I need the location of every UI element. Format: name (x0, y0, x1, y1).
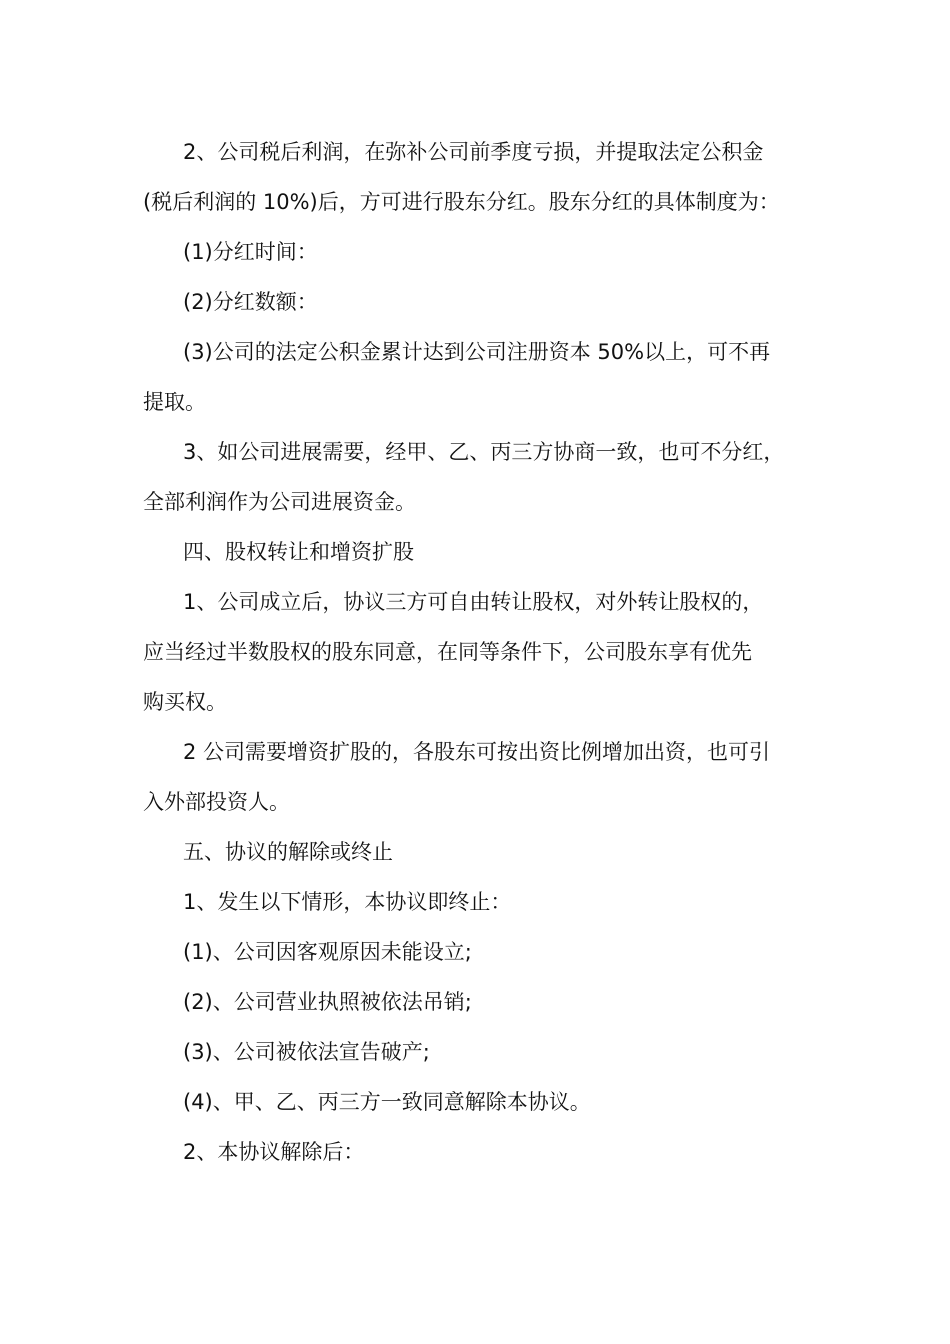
text-line: 全部利润作为公司进展资金。 (143, 490, 416, 514)
paragraph-termination-conditions (143, 877, 815, 927)
text-line: 提取。 (143, 390, 206, 414)
text-line: (1)、公司因客观原因未能设立; (183, 940, 472, 964)
list-item-condition-1 (143, 927, 815, 977)
section-heading-equity-transfer (143, 527, 815, 577)
text-line: (4)、甲、乙、丙三方一致同意解除本协议。 (183, 1090, 591, 1114)
paragraph-no-dividend (143, 427, 815, 527)
text-line: 1、发生以下情形，本协议即终止： (183, 890, 512, 914)
text-line: (2)分红数额： (183, 290, 318, 314)
text-line: 2、本协议解除后： (183, 1140, 365, 1164)
text-line: (3)公司的法定公积金累计达到公司注册资本 50%以上，可不再 (183, 340, 771, 364)
section-heading: 四、股权转让和增资扩股 (183, 540, 414, 564)
paragraph-dividend-time (143, 227, 815, 277)
list-item-condition-2 (143, 977, 815, 1027)
text-line: 购买权。 (143, 690, 227, 714)
section-heading: 五、协议的解除或终止 (183, 840, 393, 864)
document-body (143, 127, 815, 1177)
text-line: 2 公司需要增资扩股的，各股东可按出资比例增加出资，也可引 (183, 740, 771, 764)
list-item-condition-4 (143, 1077, 815, 1127)
text-line: 应当经过半数股权的股东同意，在同等条件下，公司股东享有优先 (143, 640, 752, 664)
text-line: (税后利润的 10%)后，方可进行股东分红。股东分红的具体制度为： (143, 190, 780, 214)
text-line: 1、公司成立后，协议三方可自由转让股权，对外转让股权的， (183, 590, 764, 614)
text-line: (3)、公司被依法宣告破产; (183, 1040, 430, 1064)
paragraph-dividend-amount (143, 277, 815, 327)
paragraph-after-termination (143, 1127, 815, 1177)
paragraph-capital-increase (143, 727, 815, 827)
text-line: 入外部投资人。 (143, 790, 290, 814)
text-line: (1)分红时间： (183, 240, 318, 264)
list-item-condition-3 (143, 1027, 815, 1077)
paragraph-equity-transfer (143, 577, 815, 727)
paragraph-profit-distribution (143, 127, 815, 227)
text-line: (2)、公司营业执照被依法吊销; (183, 990, 472, 1014)
text-line: 3、如公司进展需要，经甲、乙、丙三方协商一致，也可不分红， (183, 440, 785, 464)
text-line: 2、公司税后利润，在弥补公司前季度亏损，并提取法定公积金 (183, 140, 764, 164)
paragraph-reserve-fund (143, 327, 815, 427)
section-heading-termination (143, 827, 815, 877)
